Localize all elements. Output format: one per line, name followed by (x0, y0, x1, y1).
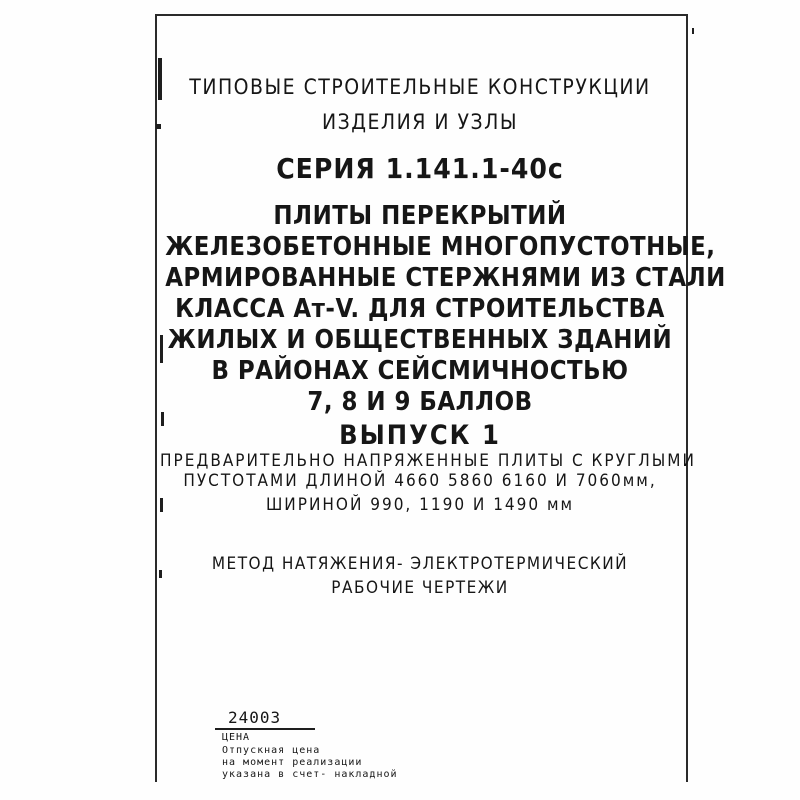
subtitle-line: ПУСТОТАМИ ДЛИНОЙ 4660 5860 6160 И 7060мм, (183, 471, 657, 491)
frame-right-border (686, 14, 688, 782)
title-line: 7, 8 И 9 БАЛЛОВ (307, 387, 533, 417)
series-number: СЕРИЯ 1.141.1-40с (276, 152, 564, 185)
stamp-price-label: ЦЕНА (222, 732, 251, 743)
title-line: АРМИРОВАННЫЕ СТЕРЖНЯМИ ИЗ СТАЛИ (165, 263, 726, 293)
title-line: В РАЙОНАХ СЕЙСМИЧНОСТЬЮ (211, 356, 629, 386)
header-line-2: ИЗДЕЛИЯ И УЗЛЫ (321, 110, 519, 134)
stamp-note-line: Отпускная цена (222, 745, 321, 756)
title-line: КЛАССА Ат-V. ДЛЯ СТРОИТЕЛЬСТВА (175, 294, 665, 324)
subtitle-line: ШИРИНОЙ 990, 1190 И 1490 мм (265, 495, 575, 515)
frame-left-border (155, 14, 157, 782)
binding-mark (160, 335, 163, 363)
binding-mark (692, 28, 694, 34)
stamp-note-line: указана в счет- накладной (222, 769, 398, 780)
method-line: МЕТОД НАТЯЖЕНИЯ- ЭЛЕКТРОТЕРМИЧЕСКИЙ (211, 554, 629, 574)
title-line: ЖИЛЫХ И ОБЩЕСТВЕННЫХ ЗДАНИЙ (167, 325, 673, 355)
subtitle-line: ПРЕДВАРИТЕЛЬНО НАПРЯЖЕННЫЕ ПЛИТЫ С КРУГЛЫМИ (160, 451, 696, 471)
method-line: РАБОЧИЕ ЧЕРТЕЖИ (331, 578, 509, 598)
frame-top-border (155, 14, 688, 16)
title-line: ЖЕЛЕЗОБЕТОННЫЕ МНОГОПУСТОТНЫЕ, (165, 232, 716, 262)
header-line-1: ТИПОВЫЕ СТРОИТЕЛЬНЫЕ КОНСТРУКЦИИ (189, 75, 651, 99)
title-line: ПЛИТЫ ПЕРЕКРЫТИЙ (273, 201, 567, 231)
stamp-underline (215, 728, 315, 730)
stamp-number: 24003 (228, 708, 282, 727)
issue-number: ВЫПУСК 1 (339, 420, 501, 451)
stamp-note-line: на момент реализации (222, 757, 363, 768)
